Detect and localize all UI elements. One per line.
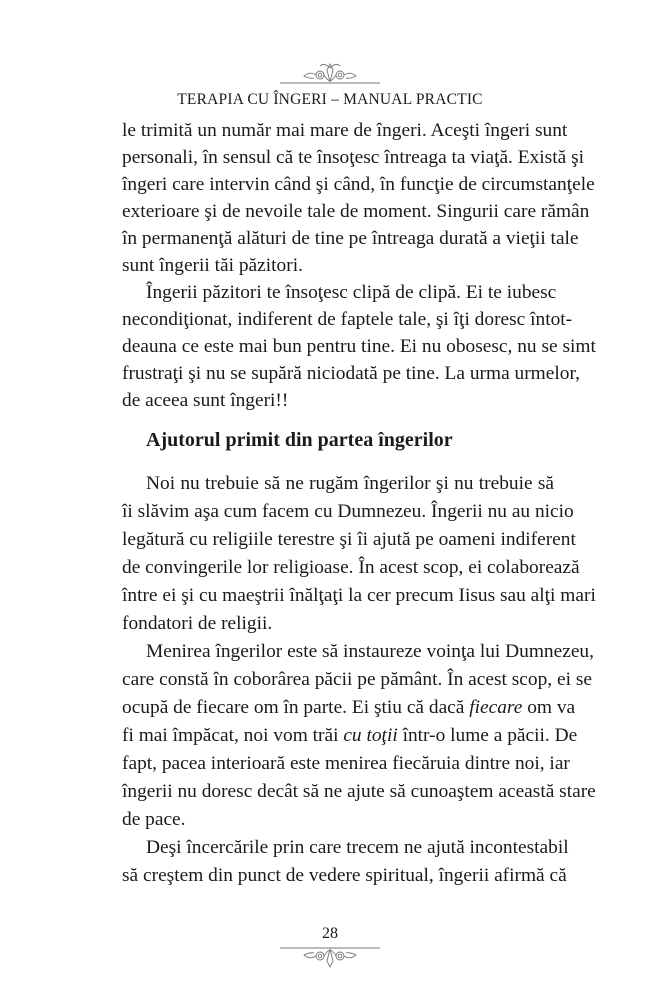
text-run: deauna ce este mai bun pentru tine. Ei nu obosesc, nu se simt <box>122 336 596 357</box>
text-line <box>122 750 570 778</box>
text-line <box>122 554 580 582</box>
text-run: Îngerii păzitori te însoţesc clipă de clipă. Ei te iubesc <box>146 282 557 303</box>
running-header-title: TERAPIA CU ÎNGERI – MANUAL PRACTIC <box>177 91 483 108</box>
text-line <box>122 117 568 144</box>
text-line <box>122 834 569 862</box>
text-run: în permanenţă alături de tine pe întreaga durată a vieţii tale <box>122 228 579 249</box>
text-run: necondiţionat, indiferent de faptele tale, şi îţi doresc întot- <box>122 309 573 330</box>
text-line <box>122 694 576 722</box>
header-ornament-icon <box>280 60 380 86</box>
text-line <box>122 498 574 526</box>
text-run: Deşi încercările prin care trecem ne ajută incontestabil <box>146 837 569 858</box>
text-line <box>122 666 592 694</box>
text-line <box>122 333 596 360</box>
text-run: personali, în sensul că te însoţesc întreaga ta viaţă. Există şi <box>122 147 585 168</box>
text-run: îngeri care intervin când şi când, în funcţie de circumstanţele <box>122 174 595 195</box>
italic-text: cu toţii <box>343 725 398 746</box>
text-run: fi mai împăcat, noi vom trăi <box>122 725 344 746</box>
text-run: fapt, pacea interioară este menirea fiecăruia dintre noi, iar <box>122 753 570 774</box>
text-run: le trimită un număr mai mare de îngeri. Aceşti îngeri sunt <box>122 120 568 141</box>
text-run: Noi nu trebuie să ne rugăm îngerilor şi nu trebuie să <box>146 473 554 494</box>
paragraph <box>122 638 596 834</box>
text-run: îi slăvim aşa cum facem cu Dumnezeu. Îngerii nu au nicio <box>122 501 574 522</box>
text-run: de aceea sunt îngeri!! <box>122 390 289 411</box>
text-line <box>122 778 596 806</box>
text-line <box>122 526 576 554</box>
text-line <box>122 862 567 890</box>
text-run: fondatori de religii. <box>122 613 273 634</box>
text-block-section <box>122 470 596 890</box>
text-line <box>122 806 554 834</box>
text-run: exterioare şi de nevoile tale de moment. Singurii care rămân <box>122 201 590 222</box>
text-run: de pace. <box>122 809 186 830</box>
text-line <box>122 306 573 333</box>
text-run: să creştem din punct de vedere spiritual, îngerii afirmă că <box>122 865 567 886</box>
text-block-top <box>122 117 596 414</box>
footer-ornament-icon <box>280 945 380 971</box>
text-line <box>122 198 590 225</box>
text-run: sunt îngerii tăi păzitori. <box>122 255 303 276</box>
text-run: om va <box>522 697 576 718</box>
text-line <box>122 252 554 279</box>
text-line <box>122 360 580 387</box>
text-line <box>122 610 554 638</box>
text-line <box>122 638 594 666</box>
italic-text: fiecare <box>469 697 523 718</box>
text-run: ocupă de fiecare om în parte. Ei ştiu că dacă <box>122 697 470 718</box>
text-run: într-o lume a păcii. De <box>397 725 578 746</box>
paragraph <box>122 117 595 279</box>
text-run: Menirea îngerilor este să instaureze voinţa lui Dumnezeu, <box>146 641 594 662</box>
paragraph <box>122 279 596 414</box>
text-line <box>122 387 554 414</box>
text-line <box>122 171 595 198</box>
text-line <box>122 279 557 306</box>
text-line <box>122 722 578 750</box>
text-line <box>122 225 579 252</box>
text-run: legătură cu religiile terestre şi îi ajută pe oameni indiferent <box>122 529 576 550</box>
section-heading: Ajutorul primit din partea îngerilor <box>146 429 453 451</box>
text-run: de convingerile lor religioase. În acest scop, ei colaborează <box>122 557 580 578</box>
text-run: între ei şi cu maeştrii înălţaţi la cer precum Iisus sau alţi mari <box>122 585 596 606</box>
text-line <box>122 582 596 610</box>
page-number: 28 <box>322 925 338 942</box>
text-run: frustraţi şi nu se supără niciodată pe tine. La urma urmelor, <box>122 363 580 384</box>
text-line <box>122 470 554 498</box>
paragraph <box>122 470 596 638</box>
paragraph <box>122 834 569 890</box>
text-run: îngerii nu doresc decât să ne ajute să cunoaştem această stare <box>122 781 596 802</box>
text-run: care constă în coborârea păcii pe pământ. În acest scop, ei se <box>122 669 592 690</box>
text-line <box>122 144 585 171</box>
